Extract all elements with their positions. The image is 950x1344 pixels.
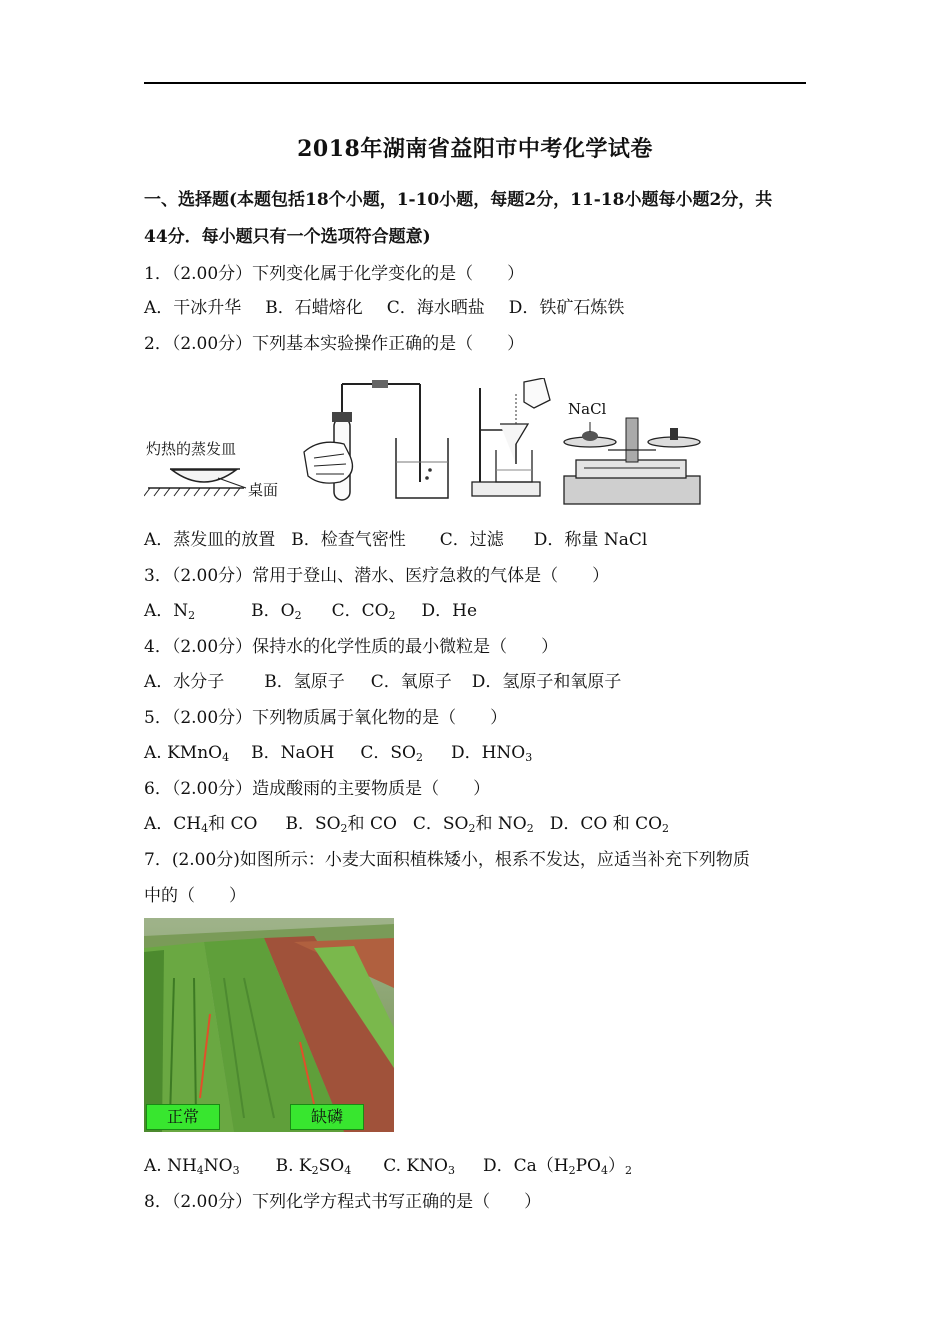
airtightness-figure [304,380,448,500]
photo-label-phosphorus-deficient: 缺磷 [290,1104,364,1130]
question-3-stem: 3．（2.00分）常用于登山、潜水、医疗急救的气体是（ ） [144,566,610,586]
question-7-stem-line2: 中的（ ） [144,886,246,906]
q4-option-b: B．氢原子 [264,672,345,692]
label-nacl: NaCl [568,400,607,418]
wheat-field-photo [144,918,394,1132]
header-rule [144,82,806,84]
question-2-stem: 2．（2.00分）下列基本实验操作正确的是（ ） [144,334,525,354]
question-4-stem: 4．（2.00分）保持水的化学性质的最小微粒是（ ） [144,637,559,657]
photo-label-normal: 正常 [146,1104,220,1130]
question-3-options: A．$N_2$ B．$O_2$ C．$CO_2$ D．He [144,601,478,622]
question-2-options [144,528,647,552]
page-title: 2018年湖南省益阳市中考化学试卷 [297,136,653,162]
question-6-stem: 6．（2.00分）造成酸雨的主要物质是（ ） [144,779,491,799]
q2-lab-figures [144,378,704,508]
question-6-options: A．$CH_4$和 CO B．$SO_2$和 CO C．$SO_2$和 $NO_2$ D．CO 和 $CO_2$ [144,814,670,835]
wheat-field-illustration [144,918,394,1132]
label-table: 桌面 [248,481,279,499]
q4-option-c: C．氧原子 [370,672,452,692]
q2-option-b: B．检查气密性 [291,530,406,550]
question-4-options [144,670,621,694]
question-1-stem: 1．（2.00分）下列变化属于化学变化的是（ ） [144,264,525,284]
question-7-stem-line1: 7．(2.00分)如图所示：小麦大面积植株矮小，根系不发达，应适当补充下列物质 [144,850,750,870]
q1-option-d: D．铁矿石炼铁 [508,298,625,318]
question-5-options: A. KMnO$_4$ B．NaOH C．$SO_2$ D．$HNO_3$ [144,743,533,764]
q1-option-a: A．干冰升华 [144,298,242,318]
q2-option-c: C．过滤 [439,530,504,550]
question-1-options [144,296,624,320]
q2-option-d: D．称量 NaCl [533,530,648,550]
section-heading-line2: 44分．每小题只有一个选项符合题意) [144,227,431,247]
section-heading-line1: 一、选择题(本题包括18个小题，1-10小题，每题2分，11-18小题每小题2分，共 [144,190,773,210]
q1-option-c: C．海水晒盐 [386,298,485,318]
q1-option-b: B．石蜡熔化 [265,298,363,318]
filtration-figure [472,378,550,496]
q4-option-d: D．氢原子和氧原子 [471,672,622,692]
q2-option-a: A．蒸发皿的放置 [144,530,276,550]
question-8-stem: 8．（2.00分）下列化学方程式书写正确的是（ ） [144,1192,542,1212]
label-dish: 灼热的蒸发皿 [146,440,237,458]
question-5-stem: 5．（2.00分）下列物质属于氧化物的是（ ） [144,708,508,728]
balance-figure [564,400,700,504]
question-7-options: A. $NH_4NO_3$ B. $K_2SO_4$ C. $KNO_3$ D．$Ca(H_2PO_4)_2$ [144,1156,632,1177]
evaporating-dish-figure [144,440,278,499]
q4-option-a: A．水分子 [144,672,225,692]
